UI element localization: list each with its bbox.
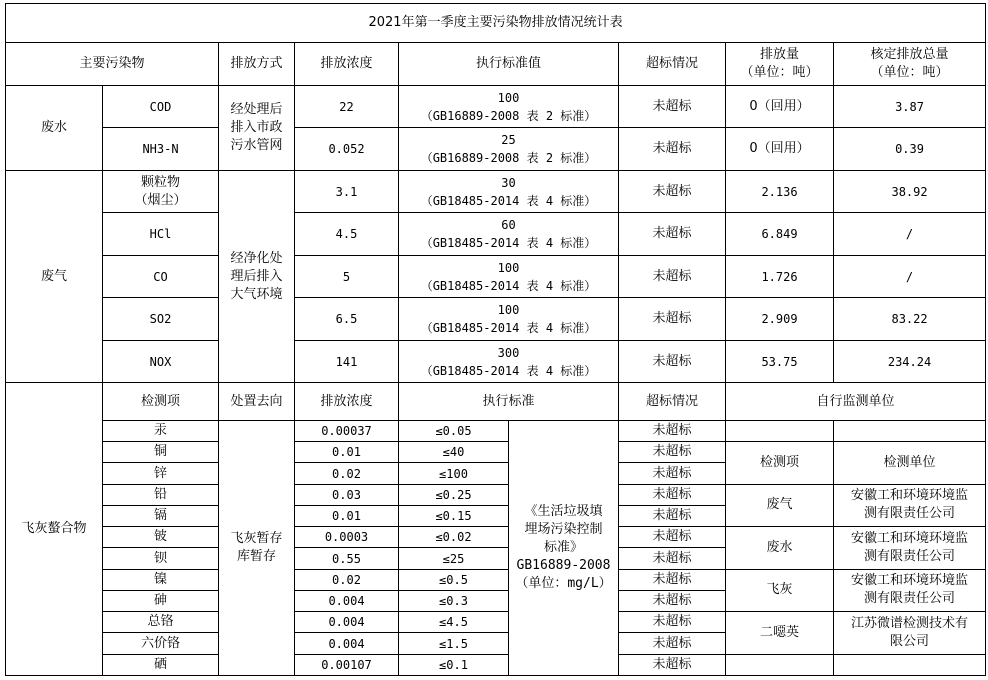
amount-value: 1.726 xyxy=(726,255,834,298)
exceed-status: 未超标 xyxy=(619,340,726,383)
flyash-conc: 0.01 xyxy=(295,505,399,526)
flyash-conc: 0.02 xyxy=(295,463,399,484)
total-value: 0.39 xyxy=(834,128,986,171)
flyash-conc: 0.02 xyxy=(295,569,399,590)
flyash-conc: 0.004 xyxy=(295,633,399,654)
exceed-status: 未超标 xyxy=(619,527,726,548)
table-row xyxy=(6,569,986,590)
flyash-item: 总铬 xyxy=(103,612,219,633)
pollutant-item: SO2 xyxy=(103,298,219,341)
amount-value: 2.136 xyxy=(726,170,834,213)
table-row xyxy=(6,85,986,128)
pollutant-item: 颗粒物 （烟尘） xyxy=(103,170,219,213)
flyash-header-conc: 排放浓度 xyxy=(295,383,399,420)
monitor-cell-blank xyxy=(726,654,834,675)
table-row xyxy=(6,442,986,463)
flyash-limit: ≤0.3 xyxy=(399,590,509,611)
flyash-item: 硒 xyxy=(103,654,219,675)
flyash-item: 铜 xyxy=(103,442,219,463)
exceed-status: 未超标 xyxy=(619,569,726,590)
flyash-item: 铍 xyxy=(103,527,219,548)
header-exceed: 超标情况 xyxy=(619,43,726,86)
flyash-item: 钡 xyxy=(103,548,219,569)
exhaust-label: 废气 xyxy=(6,170,103,383)
flyash-header-row xyxy=(6,383,986,420)
table-row xyxy=(6,128,986,171)
table-row xyxy=(6,340,986,383)
pollutant-item: CO xyxy=(103,255,219,298)
exceed-status: 未超标 xyxy=(619,85,726,128)
flyash-item: 汞 xyxy=(103,420,219,441)
exceed-status: 未超标 xyxy=(619,505,726,526)
table-row xyxy=(6,255,986,298)
flyash-header-standard: 执行标准 xyxy=(399,383,619,420)
exceed-status: 未超标 xyxy=(619,590,726,611)
concentration-value: 141 xyxy=(295,340,399,383)
standard-value: 100 （GB18485-2014 表 4 标准） xyxy=(399,298,619,341)
flyash-limit: ≤4.5 xyxy=(399,612,509,633)
flyash-conc: 0.00037 xyxy=(295,420,399,441)
amount-value: 0（回用） xyxy=(726,85,834,128)
concentration-value: 22 xyxy=(295,85,399,128)
amount-value: 2.909 xyxy=(726,298,834,341)
pollutant-item: HCl xyxy=(103,213,219,256)
flyash-conc: 0.0003 xyxy=(295,527,399,548)
flyash-limit: ≤25 xyxy=(399,548,509,569)
flyash-limit: ≤100 xyxy=(399,463,509,484)
exceed-status: 未超标 xyxy=(619,633,726,654)
exceed-status: 未超标 xyxy=(619,548,726,569)
exceed-status: 未超标 xyxy=(619,654,726,675)
monitor-unit: 安徽工和环境环境监 测有限责任公司 xyxy=(834,569,986,612)
pollutant-item: NH3-N xyxy=(103,128,219,171)
concentration-value: 0.052 xyxy=(295,128,399,171)
exceed-status: 未超标 xyxy=(619,255,726,298)
flyash-header-disposal: 处置去向 xyxy=(219,383,295,420)
flyash-item: 镉 xyxy=(103,505,219,526)
monitor-item: 废气 xyxy=(726,484,834,527)
table-row xyxy=(6,484,986,505)
exceed-status: 未超标 xyxy=(619,298,726,341)
flyash-header-exceed: 超标情况 xyxy=(619,383,726,420)
flyash-limit: ≤0.5 xyxy=(399,569,509,590)
monitor-cell-blank xyxy=(726,420,834,441)
amount-value: 53.75 xyxy=(726,340,834,383)
flyash-item: 锌 xyxy=(103,463,219,484)
standard-value: 100 （GB16889-2008 表 2 标准） xyxy=(399,85,619,128)
table-row xyxy=(6,170,986,213)
exceed-status: 未超标 xyxy=(619,612,726,633)
flyash-conc: 0.004 xyxy=(295,612,399,633)
flyash-standard: 《生活垃圾填 埋场污染控制 标准》 GB16889-2008 （单位：mg/L） xyxy=(509,420,619,675)
header-row xyxy=(6,43,986,86)
header-concentration: 排放浓度 xyxy=(295,43,399,86)
flyash-conc: 0.03 xyxy=(295,484,399,505)
total-value: / xyxy=(834,213,986,256)
table-title: 2021年第一季度主要污染物排放情况统计表 xyxy=(6,4,986,43)
monitor-unit: 江苏微谱检测技术有 限公司 xyxy=(834,612,986,655)
table-row xyxy=(6,298,986,341)
concentration-value: 4.5 xyxy=(295,213,399,256)
standard-value: 300 （GB18485-2014 表 4 标准） xyxy=(399,340,619,383)
monitor-cell-blank xyxy=(834,420,986,441)
header-standard: 执行标准值 xyxy=(399,43,619,86)
monitor-unit: 安徽工和环境环境监 测有限责任公司 xyxy=(834,484,986,527)
monitor-item: 飞灰 xyxy=(726,569,834,612)
flyash-header-monitor: 自行监测单位 xyxy=(726,383,986,420)
total-value: / xyxy=(834,255,986,298)
exceed-status: 未超标 xyxy=(619,463,726,484)
exhaust-method: 经净化处 理后排入 大气环境 xyxy=(219,170,295,383)
header-total: 核定排放总量 （单位：吨） xyxy=(834,43,986,86)
flyash-conc: 0.55 xyxy=(295,548,399,569)
amount-value: 6.849 xyxy=(726,213,834,256)
exceed-status: 未超标 xyxy=(619,213,726,256)
flyash-disposal: 飞灰暂存 库暂存 xyxy=(219,420,295,675)
flyash-header-item: 检测项 xyxy=(103,383,219,420)
standard-value: 100 （GB18485-2014 表 4 标准） xyxy=(399,255,619,298)
monitor-header-item: 检测项 xyxy=(726,442,834,485)
flyash-conc: 0.004 xyxy=(295,590,399,611)
flyash-limit: ≤0.02 xyxy=(399,527,509,548)
flyash-limit: ≤1.5 xyxy=(399,633,509,654)
flyash-limit: ≤40 xyxy=(399,442,509,463)
header-method: 排放方式 xyxy=(219,43,295,86)
flyash-item: 镍 xyxy=(103,569,219,590)
flyash-limit: ≤0.25 xyxy=(399,484,509,505)
flyash-limit: ≤0.05 xyxy=(399,420,509,441)
flyash-conc: 0.00107 xyxy=(295,654,399,675)
monitor-item: 废水 xyxy=(726,527,834,570)
table-row xyxy=(6,420,986,441)
exceed-status: 未超标 xyxy=(619,442,726,463)
total-value: 38.92 xyxy=(834,170,986,213)
monitor-item: 二噁英 xyxy=(726,612,834,655)
concentration-value: 6.5 xyxy=(295,298,399,341)
exceed-status: 未超标 xyxy=(619,420,726,441)
header-pollutant: 主要污染物 xyxy=(6,43,219,86)
amount-value: 0（回用） xyxy=(726,128,834,171)
wastewater-method: 经处理后 排入市政 污水管网 xyxy=(219,85,295,170)
flyash-limit: ≤0.15 xyxy=(399,505,509,526)
monitor-header-unit: 检测单位 xyxy=(834,442,986,485)
total-value: 234.24 xyxy=(834,340,986,383)
flyash-item: 六价铬 xyxy=(103,633,219,654)
concentration-value: 5 xyxy=(295,255,399,298)
flyash-limit: ≤0.1 xyxy=(399,654,509,675)
monitor-cell-blank xyxy=(834,654,986,675)
table-row xyxy=(6,527,986,548)
standard-value: 30 （GB18485-2014 表 4 标准） xyxy=(399,170,619,213)
flyash-conc: 0.01 xyxy=(295,442,399,463)
wastewater-label: 废水 xyxy=(6,85,103,170)
exceed-status: 未超标 xyxy=(619,170,726,213)
pollutant-item: COD xyxy=(103,85,219,128)
exceed-status: 未超标 xyxy=(619,484,726,505)
flyash-item: 铅 xyxy=(103,484,219,505)
emission-statistics-table xyxy=(5,3,986,676)
flyash-item: 砷 xyxy=(103,590,219,611)
table-row xyxy=(6,213,986,256)
table-row xyxy=(6,654,986,675)
standard-value: 25 （GB16889-2008 表 2 标准） xyxy=(399,128,619,171)
monitor-unit: 安徽工和环境环境监 测有限责任公司 xyxy=(834,527,986,570)
exceed-status: 未超标 xyxy=(619,128,726,171)
standard-value: 60 （GB18485-2014 表 4 标准） xyxy=(399,213,619,256)
flyash-label: 飞灰螯合物 xyxy=(6,383,103,676)
total-value: 83.22 xyxy=(834,298,986,341)
pollutant-item: NOX xyxy=(103,340,219,383)
header-amount: 排放量 （单位：吨） xyxy=(726,43,834,86)
concentration-value: 3.1 xyxy=(295,170,399,213)
title-row xyxy=(6,4,986,43)
table-row xyxy=(6,612,986,633)
total-value: 3.87 xyxy=(834,85,986,128)
